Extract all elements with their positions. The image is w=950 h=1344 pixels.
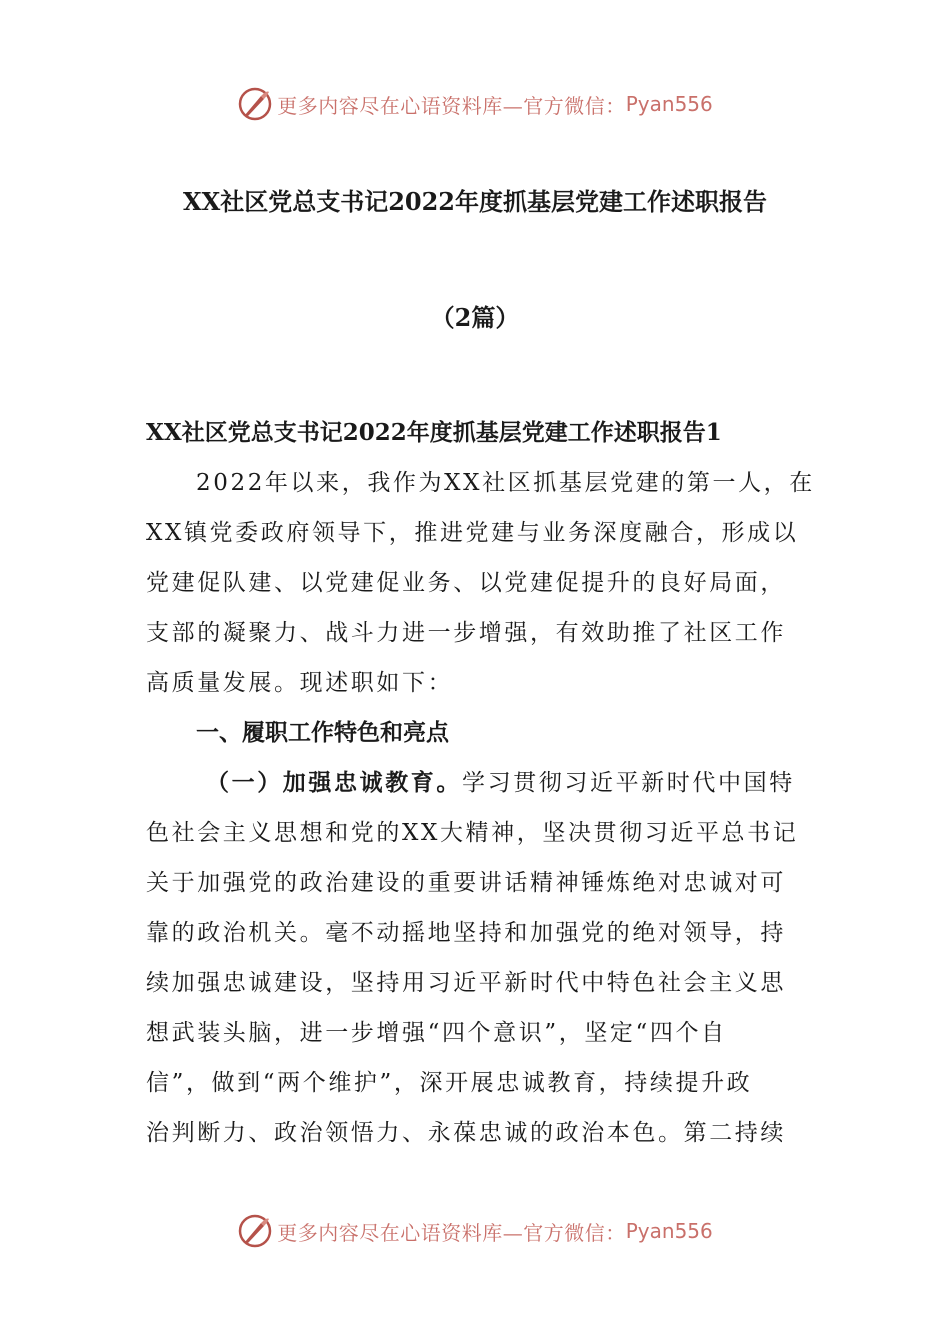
paragraph-line: 靠的政治机关。毫不动摇地坚持和加强党的绝对领导，持 [146,920,786,946]
document-body [146,418,815,1168]
paragraph-line: 信”，做到“两个维护”，深开展忠诚教育，持续提升政 [146,1070,753,1096]
paragraph-line: 色社会主义思想和党的XX大精神，坚决贯彻习近平总书记 [146,820,799,846]
quill-logo-icon [237,1213,273,1249]
report-heading: XX社区党总支书记2022年度抓基层党建工作述职报告1 [146,419,722,446]
document-subtitle: （2篇） [430,303,520,332]
watermark-wechat-id: Pyan556 [625,1219,713,1243]
watermark-text: 更多内容尽在心语资料库—官方微信： [277,1220,626,1245]
paragraph-line: XX镇党委政府领导下，推进党建与业务深度融合，形成以 [146,520,799,546]
section-heading: 一、履职工作特色和亮点 [196,719,449,746]
paragraph-line: 支部的凝聚力、战斗力进一步增强，有效助推了社区工作 [146,620,786,646]
paragraph-line: 2022年以来，我作为XX社区抓基层党建的第一人，在 [196,470,815,496]
document-title: XX社区党总支书记2022年度抓基层党建工作述职报告 [182,187,768,216]
subsection-first-line [146,768,806,818]
quill-logo-icon [237,86,273,122]
paragraph-line: 关于加强党的政治建设的重要讲话精神锤炼绝对忠诚对可 [146,870,786,896]
paragraph-line: 续加强忠诚建设，坚持用习近平新时代中特色社会主义思 [146,970,786,996]
watermark-wechat-id: Pyan556 [625,92,713,116]
watermark-text: 更多内容尽在心语资料库—官方微信： [277,93,626,118]
paragraph-line: 想武装头脑，进一步增强“四个意识”，坚定“四个自 [146,1020,727,1046]
watermark-footer [0,1211,950,1251]
paragraph-line: 高质量发展。现述职如下： [146,670,454,696]
watermark-header [0,84,950,124]
paragraph-line: 党建促队建、以党建促业务、以党建促提升的良好局面， [146,570,786,596]
paragraph-line: 学习贯彻习近平新时代中国特 [462,770,795,796]
paragraph-line: 治判断力、政治领悟力、永葆忠诚的政治本色。第二持续 [146,1120,786,1146]
subsection-heading: （一）加强忠诚教育。 [206,769,462,796]
